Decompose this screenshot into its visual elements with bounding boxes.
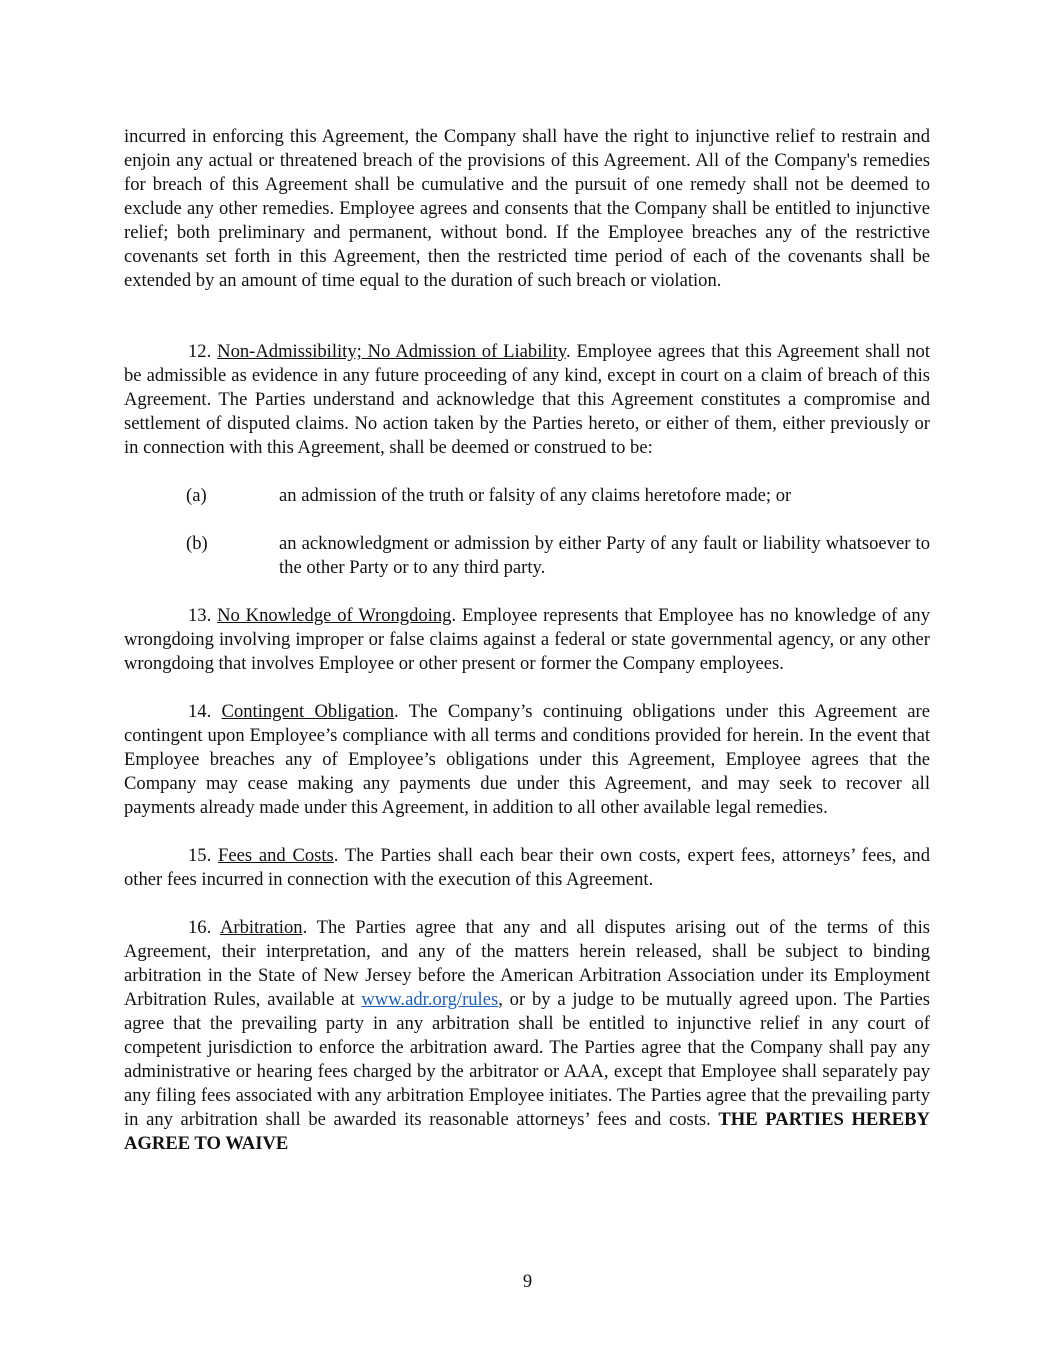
list-marker-b: (b) bbox=[186, 533, 208, 554]
section-16-waiver-bold: THE PARTIES HEREBY AGREE TO WAIVE bbox=[124, 1109, 930, 1154]
section-14 bbox=[124, 700, 930, 820]
section-14-body: . The Company’s continuing obligations under this Agreement are contingent upon Employee’s compliance with all terms and conditions provided for herein. In the event that Employee breaches any of Employee’s obligations under this Agreement, Employee agrees that the Company may cease making any payments due under this Agreement, and may seek to recover all payments already made under this Agreement, in addition to all other available legal remedies. bbox=[124, 701, 930, 818]
section-13 bbox=[124, 604, 930, 676]
section-14-number: 14. bbox=[188, 701, 222, 722]
list-text-b: an acknowledgment or admission by either Party of any fault or liability whatsoever to the other Party or to any third party. bbox=[279, 533, 930, 578]
section-15 bbox=[124, 844, 930, 892]
section-15-number: 15. bbox=[188, 845, 218, 866]
list-item-b bbox=[124, 532, 930, 580]
section-16-number: 16. bbox=[188, 917, 220, 938]
list-text-a: an admission of the truth or falsity of any claims heretofore made; or bbox=[279, 485, 792, 506]
document-page bbox=[124, 125, 930, 1156]
section-13-body: . Employee represents that Employee has no knowledge of any wrongdoing involving improper or false claims against a federal or state governmental agency, or any other wrongdoing that involves Employee or other present or former the Company employees. bbox=[124, 605, 930, 674]
list-item-a bbox=[124, 484, 930, 508]
adr-rules-link[interactable]: www.adr.org/rules bbox=[361, 989, 499, 1010]
section-15-heading: Fees and Costs bbox=[218, 845, 334, 866]
section-14-heading: Contingent Obligation bbox=[221, 701, 395, 722]
section-13-heading: No Knowledge of Wrongdoing bbox=[217, 605, 452, 626]
page-number: 9 bbox=[522, 1271, 533, 1292]
section-12-body: . Employee agrees that this Agreement shall not be admissible as evidence in any future proceeding of any kind, except in court on a claim of breach of this Agreement. The Parties understand and acknowledge that this Agreement constitutes a compromise and settlement of disputed claims. No action taken by the Parties hereto, or either of them, either previously or in connection with this Agreement, shall be deemed or construed to be: bbox=[124, 341, 930, 458]
section-12 bbox=[124, 340, 930, 460]
section-12-heading: Non-Admissibility; No Admission of Liability bbox=[217, 341, 566, 362]
section-13-number: 13. bbox=[188, 605, 218, 626]
section-16-body-a: . The Parties agree that any and all disputes arising out of the terms of this Agreement, their interpretation, and any of the matters herein released, shall be subject to binding arbitration in the State of New Jersey before the American Arbitration Association under its Employment Arbitration Rules, available at bbox=[124, 917, 930, 1010]
section-12-number: 12. bbox=[188, 341, 218, 362]
list-marker-a: (a) bbox=[186, 485, 207, 506]
section-16-body-b: , or by a judge to be mutually agreed upon. The Parties agree that the prevailing party in any arbitration shall be entitled to injunctive relief in any court of competent jurisdiction to enforce the arbitration award. The Parties agree that the Company shall pay any administrative or hearing fees charged by the arbitrator or AAA, except that Employee shall separately pay any filing fees associated with any arbitration Employee initiates. The Parties agree that the prevailing party in any arbitration shall be awarded its reasonable attorneys’ fees and costs. bbox=[124, 989, 930, 1130]
paragraph-continuation: incurred in enforcing this Agreement, the Company shall have the right to injunctive relief to restrain and enjoin any actual or threatened breach of the provisions of this Agreement. All of the Company's remedies for breach of this Agreement shall be cumulative and the pursuit of one remedy shall not be deemed to exclude any other remedies. Employee agrees and consents that the Company shall be entitled to injunctive relief; both preliminary and permanent, without bond. If the Employee breaches any of the restrictive covenants set forth in this Agreement, then the restricted time period of each of the covenants shall be extended by an amount of time equal to the duration of such breach or violation. bbox=[124, 126, 930, 291]
section-15-body: . The Parties shall each bear their own costs, expert fees, attorneys’ fees, and other fees incurred in connection with the execution of this Agreement. bbox=[124, 845, 930, 890]
section-16-heading: Arbitration bbox=[219, 917, 303, 938]
section-16 bbox=[124, 916, 930, 1156]
